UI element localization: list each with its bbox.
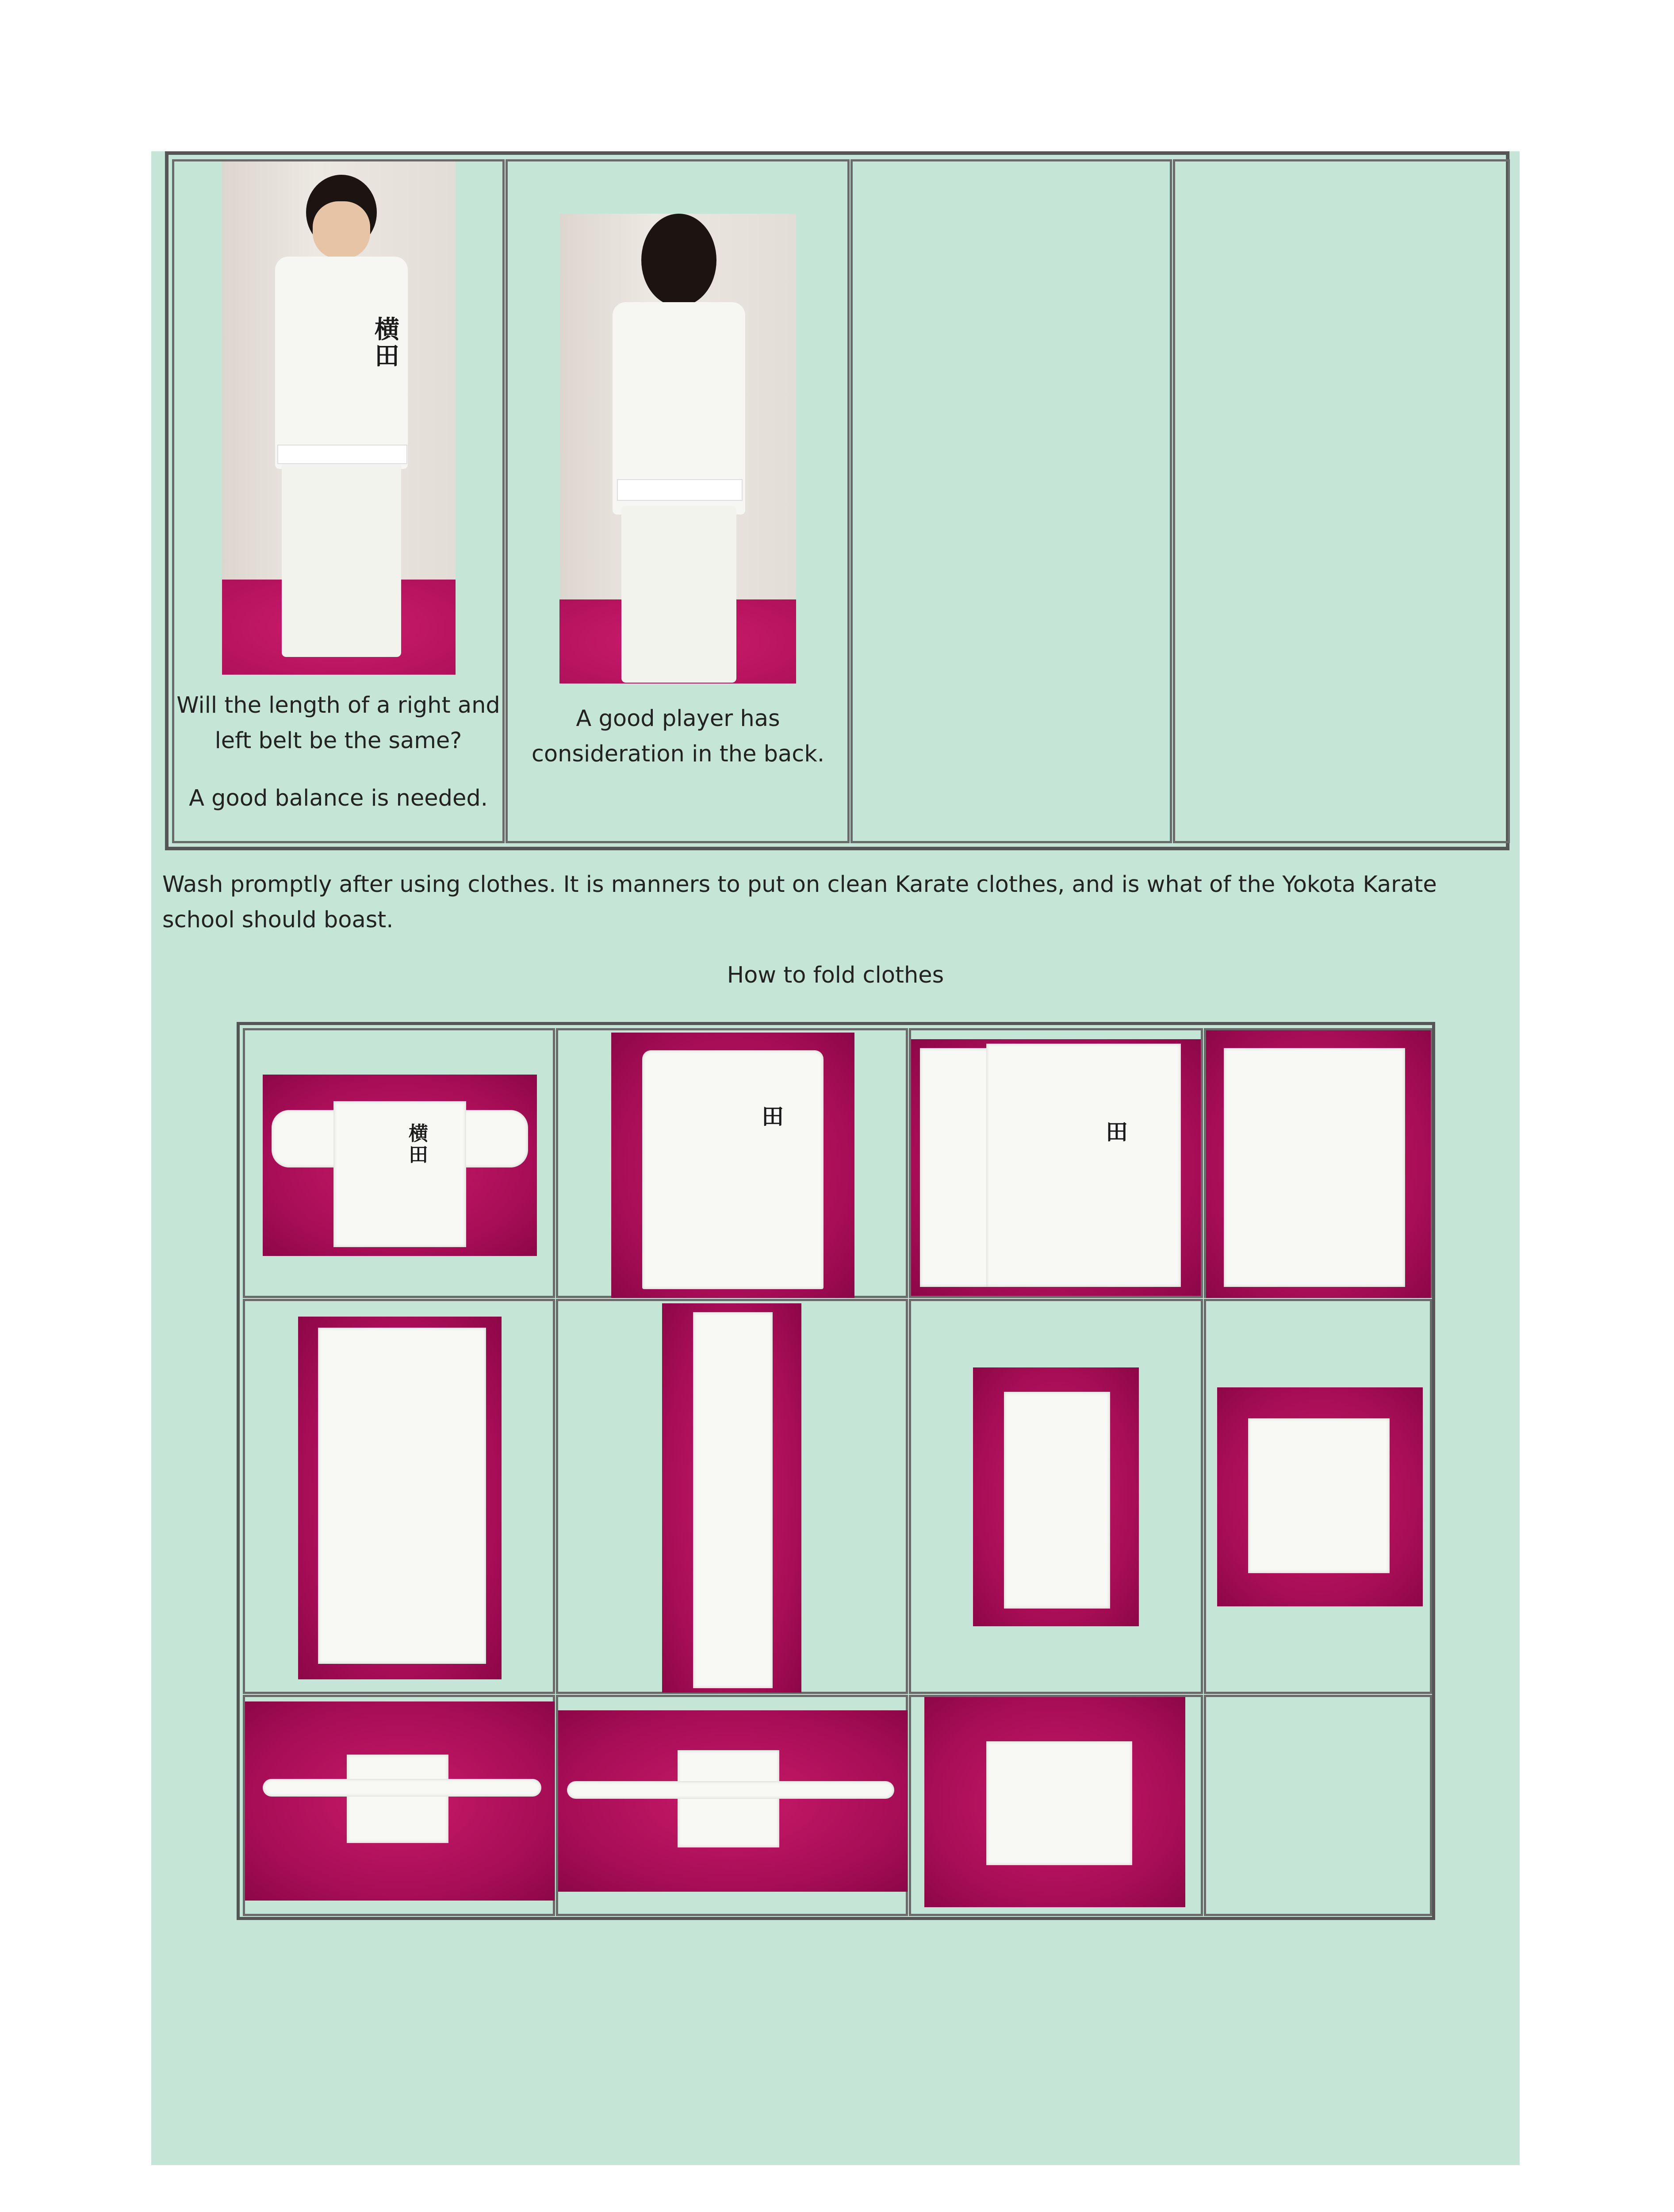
gi-wearing-table	[165, 151, 1509, 850]
photo-fold-step-8	[1217, 1387, 1423, 1606]
washing-paragraph: Wash promptly after using clothes. It is manners to put on clean Karate clothes, and is what of the Yokota Karate school should boast.	[162, 872, 1437, 933]
step2-kanji: 田	[762, 1103, 784, 1129]
table-cell-empty-3	[850, 159, 1172, 843]
step3-kanji: 田	[1106, 1119, 1128, 1145]
fold-step-11	[909, 1695, 1203, 1916]
fold-step-1	[243, 1028, 555, 1298]
fold-step-7	[909, 1299, 1203, 1694]
photo-fold-step-1	[263, 1075, 537, 1256]
photo-back-view	[559, 214, 796, 684]
photo-fold-step-7	[973, 1367, 1139, 1626]
table-cell-empty-4	[1173, 159, 1510, 843]
folding-steps-table	[237, 1022, 1435, 1920]
fold-step-8	[1204, 1299, 1432, 1694]
photo-front-view	[222, 161, 456, 675]
gi-kanji: 横田	[375, 315, 399, 371]
photo-fold-step-5	[298, 1317, 502, 1679]
fold-step-empty	[1204, 1695, 1432, 1916]
photo-fold-step-4	[1206, 1030, 1431, 1298]
photo-fold-step-9	[245, 1701, 555, 1901]
table-cell-front-view	[172, 159, 505, 843]
fold-step-3	[909, 1028, 1203, 1298]
folding-title: How to fold clothes	[727, 962, 944, 988]
fold-step-10	[556, 1695, 908, 1916]
photo-fold-step-10	[558, 1710, 908, 1892]
back-view-caption: A good player has consideration in the back.	[531, 706, 825, 767]
step1-kanji: 横田	[409, 1122, 428, 1166]
balance-note: A good balance is needed.	[189, 785, 488, 811]
fold-step-4	[1204, 1028, 1432, 1298]
fold-step-2	[556, 1028, 908, 1298]
fold-step-6	[556, 1299, 908, 1694]
photo-fold-step-3	[911, 1039, 1201, 1296]
belt-length-question: Will the length of a right and left belt be the same?	[176, 692, 500, 754]
photo-fold-step-11	[924, 1697, 1185, 1907]
table-cell-back-view	[506, 159, 850, 843]
fold-step-5	[243, 1299, 555, 1694]
front-view-caption	[174, 688, 502, 816]
photo-fold-step-6	[662, 1303, 801, 1693]
photo-fold-step-2	[611, 1033, 854, 1298]
fold-step-9	[243, 1695, 555, 1916]
